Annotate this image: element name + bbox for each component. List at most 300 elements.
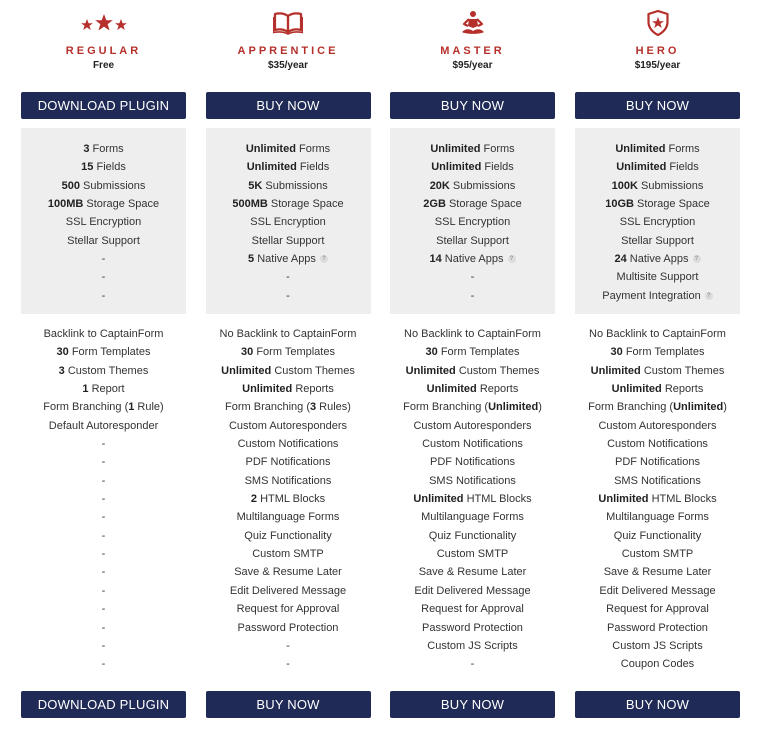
plan-limits-box — [206, 128, 371, 314]
feature-item — [575, 325, 740, 343]
limit-item — [206, 195, 371, 213]
feature-item — [21, 545, 186, 563]
feature-value: 3 — [58, 364, 65, 377]
feature-value: 3 — [310, 401, 317, 414]
feature-label: Custom Notifications — [237, 438, 339, 451]
feature-label: SMS Notifications — [244, 474, 332, 487]
limit-item — [206, 140, 371, 158]
feature-item — [21, 527, 186, 545]
plan-regular — [21, 0, 186, 731]
feature-label: Request for Approval — [236, 603, 340, 616]
feature-label: Password Protection — [237, 621, 339, 634]
feature-value: 100MB — [47, 198, 84, 211]
feature-value: 20K — [429, 179, 450, 192]
feature-label: Native Apps — [441, 253, 504, 266]
feature-label: Report — [88, 383, 125, 396]
buy-now-button[interactable]: BUY NOW — [206, 92, 371, 119]
limit-item — [21, 268, 186, 286]
feature-value: 500 — [61, 179, 80, 192]
feature-item — [390, 582, 555, 600]
plan-master — [390, 0, 555, 731]
feature-label: No Backlink to CaptainForm — [589, 328, 726, 340]
feature-label: - — [470, 289, 475, 302]
feature-item — [390, 325, 555, 343]
feature-label: Custom SMTP — [252, 548, 324, 561]
feature-item — [206, 343, 371, 361]
feature-item — [390, 545, 555, 563]
limit-item — [21, 213, 186, 231]
feature-label: Custom JS Scripts — [612, 639, 703, 652]
limit-item — [390, 140, 555, 158]
feature-label: Storage Space — [267, 198, 344, 211]
feature-label: Coupon Codes — [620, 658, 695, 671]
feature-item — [390, 655, 555, 673]
feature-item — [206, 472, 371, 490]
help-icon[interactable]: ? — [705, 292, 713, 300]
feature-item — [390, 619, 555, 637]
feature-item — [575, 582, 740, 600]
buy-now-button[interactable]: BUY NOW — [575, 92, 740, 119]
feature-label: Submissions — [637, 179, 704, 192]
feature-value: Unlimited — [598, 493, 649, 506]
feature-item — [575, 655, 740, 673]
feature-label: Forms — [480, 143, 515, 155]
limit-item — [21, 287, 186, 305]
feature-item — [206, 637, 371, 655]
feature-label: - — [101, 639, 106, 652]
feature-value: 1 — [128, 401, 135, 414]
limit-item — [575, 213, 740, 231]
feature-item — [390, 600, 555, 618]
feature-value: 30 — [425, 346, 438, 359]
feature-label: Request for Approval — [606, 603, 709, 616]
buy-now-button-bottom[interactable]: BUY NOW — [390, 691, 555, 718]
limit-item — [390, 287, 555, 305]
feature-item — [206, 435, 371, 453]
feature-item — [21, 398, 186, 416]
feature-item — [21, 563, 186, 581]
feature-item — [575, 563, 740, 581]
feature-label: Save & Resume Later — [418, 566, 527, 579]
feature-value: Unlimited — [221, 364, 272, 377]
feature-value: 500MB — [232, 198, 268, 211]
feature-label: SSL Encryption — [65, 216, 142, 229]
feature-label: Password Protection — [607, 621, 708, 634]
feature-label: - — [101, 438, 106, 451]
feature-label: - — [101, 658, 106, 671]
feature-value: 100K — [611, 179, 638, 192]
feature-label: Form Templates — [68, 346, 151, 359]
feature-label: Stellar Support — [621, 234, 694, 247]
limit-item — [206, 268, 371, 286]
feature-label: HTML Blocks — [648, 493, 717, 506]
feature-item — [21, 508, 186, 526]
plan-price: Free — [92, 60, 115, 71]
feature-label: - — [286, 289, 290, 302]
stars-icon — [21, 8, 186, 38]
feature-label: Default Autoresponder — [48, 419, 159, 432]
feature-label: Quiz Functionality — [244, 529, 332, 542]
limit-item — [206, 232, 371, 250]
feature-item — [21, 380, 186, 398]
feature-item — [390, 435, 555, 453]
feature-label: Native Apps — [254, 253, 316, 266]
feature-item — [21, 417, 186, 435]
feature-item — [575, 398, 740, 416]
feature-item — [21, 453, 186, 471]
feature-label: HTML Blocks — [257, 493, 326, 506]
feature-label: SSL Encryption — [434, 216, 511, 229]
feature-value: Unlimited — [616, 161, 667, 174]
download-plugin-button-bottom[interactable]: DOWNLOAD PLUGIN — [21, 691, 186, 718]
feature-item — [575, 435, 740, 453]
limit-item — [206, 177, 371, 195]
feature-label: Custom Autoresponders — [228, 419, 347, 432]
download-plugin-button[interactable]: DOWNLOAD PLUGIN — [21, 92, 186, 119]
feature-item — [390, 362, 555, 380]
feature-label: - — [101, 271, 106, 284]
feature-item — [390, 508, 555, 526]
plan-name: HERO — [635, 45, 680, 57]
limit-item — [206, 158, 371, 176]
feature-value: Unlimited — [426, 383, 477, 396]
feature-label: - — [286, 271, 290, 284]
feature-item — [390, 380, 555, 398]
feature-label: Fields — [481, 161, 514, 174]
feature-label: PDF Notifications — [615, 456, 700, 469]
limit-item — [21, 158, 186, 176]
feature-item — [575, 490, 740, 508]
limit-item — [575, 140, 740, 158]
feature-label: - — [101, 289, 106, 302]
feature-value: Unlimited — [405, 364, 456, 377]
feature-item — [21, 472, 186, 490]
feature-label: Edit Delivered Message — [414, 584, 531, 597]
feature-label: Payment Integration — [602, 289, 701, 302]
pricing-table — [21, 0, 740, 731]
feature-label: ) — [538, 401, 542, 414]
feature-label: Fields — [93, 161, 126, 174]
feature-item — [206, 417, 371, 435]
feature-label: Quiz Functionality — [428, 529, 517, 542]
feature-label: Custom Themes — [64, 364, 149, 377]
feature-item — [206, 508, 371, 526]
limit-item — [390, 268, 555, 286]
feature-item — [206, 527, 371, 545]
feature-label: Multisite Support — [616, 271, 699, 284]
feature-value: 24 — [614, 253, 627, 266]
feature-label: Stellar Support — [251, 234, 325, 247]
feature-value: 30 — [241, 346, 254, 359]
feature-label: - — [101, 548, 106, 561]
feature-label: Submissions — [449, 179, 516, 192]
feature-value: Unlimited — [590, 364, 641, 377]
feature-value: Unlimited — [431, 161, 482, 174]
limit-item — [575, 268, 740, 286]
plan-limits-box — [390, 128, 555, 314]
feature-value: 30 — [56, 346, 69, 359]
feature-label: Custom SMTP — [621, 548, 694, 561]
feature-label: Reports — [661, 383, 704, 396]
feature-label: - — [101, 474, 106, 487]
feature-item — [206, 398, 371, 416]
feature-label: - — [101, 253, 106, 266]
plan-apprentice — [206, 0, 371, 731]
feature-label: - — [101, 493, 106, 506]
feature-label: Custom Autoresponders — [413, 419, 532, 432]
feature-value: 3 — [83, 143, 90, 155]
feature-label: Edit Delivered Message — [229, 584, 347, 597]
feature-value: Unlimited — [430, 143, 481, 155]
feature-value: Unlimited — [242, 383, 293, 396]
feature-label: PDF Notifications — [245, 456, 331, 469]
feature-item — [575, 472, 740, 490]
help-icon[interactable]: ? — [693, 255, 701, 263]
feature-label: Custom Notifications — [607, 438, 708, 451]
help-icon[interactable]: ? — [320, 255, 328, 263]
feature-label: SMS Notifications — [614, 474, 701, 487]
feature-label: Rule) — [134, 401, 164, 414]
feature-label: Submissions — [262, 179, 328, 192]
limit-item — [575, 195, 740, 213]
buy-now-button-bottom[interactable]: BUY NOW — [206, 691, 371, 718]
feature-value: Unlimited — [488, 401, 539, 414]
feature-label: Custom SMTP — [436, 548, 509, 561]
limit-item — [21, 195, 186, 213]
meditation-icon — [390, 8, 555, 38]
feature-label: Storage Space — [83, 198, 160, 211]
feature-label: Password Protection — [422, 621, 523, 634]
feature-label: Rules) — [316, 401, 351, 414]
feature-label: Reports — [476, 383, 519, 396]
feature-label: SSL Encryption — [619, 216, 696, 229]
feature-value: 1 — [82, 383, 89, 396]
limit-item — [390, 195, 555, 213]
feature-item — [575, 453, 740, 471]
feature-item — [206, 619, 371, 637]
feature-item — [390, 563, 555, 581]
feature-value: 30 — [610, 346, 623, 359]
buy-now-button[interactable]: BUY NOW — [390, 92, 555, 119]
limit-item — [575, 232, 740, 250]
feature-label: Edit Delivered Message — [599, 584, 716, 597]
feature-item — [206, 325, 371, 343]
help-icon[interactable]: ? — [508, 255, 516, 263]
feature-value: Unlimited — [246, 161, 297, 174]
limit-item — [575, 250, 740, 268]
feature-item — [21, 655, 186, 673]
feature-item — [390, 637, 555, 655]
limit-item — [390, 177, 555, 195]
limit-item — [21, 140, 186, 158]
feature-label: Form Templates — [253, 346, 335, 359]
feature-label: - — [101, 511, 106, 524]
limit-item — [390, 158, 555, 176]
feature-label: Fields — [666, 161, 699, 174]
plan-price: $95/year — [452, 60, 493, 71]
feature-label: - — [101, 456, 106, 469]
limit-item — [575, 287, 740, 305]
feature-prefix: Form Branching ( — [225, 401, 310, 414]
feature-item — [575, 600, 740, 618]
feature-item — [21, 325, 186, 343]
feature-value: Unlimited — [611, 383, 662, 396]
feature-label: ) — [723, 401, 727, 414]
feature-item — [575, 637, 740, 655]
plan-limits-box — [21, 128, 186, 314]
feature-item — [206, 600, 371, 618]
feature-label: Forms — [665, 143, 700, 155]
limit-item — [390, 232, 555, 250]
feature-label: HTML Blocks — [463, 493, 532, 506]
feature-item — [206, 563, 371, 581]
feature-item — [206, 545, 371, 563]
feature-item — [575, 380, 740, 398]
feature-label: Reports — [292, 383, 334, 396]
feature-item — [390, 417, 555, 435]
feature-label: Custom Themes — [271, 364, 355, 377]
feature-item — [21, 582, 186, 600]
feature-prefix: Form Branching ( — [403, 401, 489, 414]
feature-item — [206, 655, 371, 673]
limit-item — [206, 287, 371, 305]
limit-item — [21, 250, 186, 268]
feature-label: Backlink to CaptainForm — [43, 328, 164, 340]
limit-item — [21, 177, 186, 195]
feature-item — [206, 453, 371, 471]
feature-item — [21, 619, 186, 637]
feature-item — [575, 362, 740, 380]
feature-item — [575, 619, 740, 637]
limit-item — [575, 177, 740, 195]
feature-item — [575, 508, 740, 526]
feature-list — [575, 325, 740, 674]
feature-label: No Backlink to CaptainForm — [404, 328, 541, 340]
feature-label: Custom Notifications — [422, 438, 523, 451]
feature-label: Native Apps — [626, 253, 689, 266]
feature-label: Custom Autoresponders — [598, 419, 717, 432]
feature-item — [21, 637, 186, 655]
feature-label: Form Templates — [622, 346, 705, 359]
feature-label: Multilanguage Forms — [236, 511, 340, 524]
feature-item — [21, 343, 186, 361]
feature-item — [21, 362, 186, 380]
feature-label: Submissions — [79, 179, 146, 192]
feature-label: Multilanguage Forms — [421, 511, 524, 524]
plan-hero — [575, 0, 740, 731]
limit-item — [206, 213, 371, 231]
feature-label: - — [286, 658, 290, 671]
feature-label: Forms — [89, 143, 124, 155]
feature-item — [390, 343, 555, 361]
feature-item — [390, 472, 555, 490]
feature-value: 15 — [81, 161, 94, 174]
limit-item — [575, 158, 740, 176]
feature-item — [390, 527, 555, 545]
feature-item — [575, 417, 740, 435]
plan-name: APPRENTICE — [237, 45, 339, 57]
feature-list — [206, 325, 371, 674]
feature-item — [206, 582, 371, 600]
limit-item — [206, 250, 371, 268]
feature-label: - — [101, 566, 106, 579]
feature-label: Save & Resume Later — [234, 566, 342, 579]
feature-label: Storage Space — [445, 198, 522, 211]
plan-name: MASTER — [440, 45, 505, 57]
feature-label: SSL Encryption — [250, 216, 326, 229]
feature-item — [21, 490, 186, 508]
feature-label: Forms — [295, 143, 331, 155]
feature-label: - — [101, 621, 106, 634]
feature-label: Stellar Support — [67, 234, 140, 247]
feature-label: PDF Notifications — [430, 456, 515, 469]
plan-price: $35/year — [267, 60, 309, 71]
feature-item — [390, 453, 555, 471]
plan-limits-box — [575, 128, 740, 314]
feature-label: Custom Themes — [640, 364, 725, 377]
feature-value: 2 — [250, 493, 258, 506]
feature-label: Storage Space — [633, 198, 710, 211]
buy-now-button-bottom[interactable]: BUY NOW — [575, 691, 740, 718]
feature-label: Custom Themes — [455, 364, 540, 377]
feature-label: - — [101, 529, 106, 542]
feature-label: Stellar Support — [436, 234, 509, 247]
feature-label: Multilanguage Forms — [606, 511, 709, 524]
book-icon — [206, 8, 371, 38]
feature-label: Fields — [296, 161, 330, 174]
plan-name: REGULAR — [65, 45, 142, 57]
feature-value: 10GB — [605, 198, 634, 211]
feature-value: 2GB — [423, 198, 446, 211]
feature-label: - — [101, 603, 106, 616]
feature-item — [575, 343, 740, 361]
feature-label: - — [101, 584, 106, 597]
feature-list — [390, 325, 555, 674]
limit-item — [21, 232, 186, 250]
feature-label: - — [470, 271, 475, 284]
feature-item — [575, 527, 740, 545]
feature-value: Unlimited — [413, 493, 464, 506]
feature-label: SMS Notifications — [429, 474, 516, 487]
feature-item — [390, 398, 555, 416]
feature-value: Unlimited — [615, 143, 666, 155]
limit-item — [390, 250, 555, 268]
feature-label: Form Templates — [437, 346, 520, 359]
feature-label: - — [470, 658, 475, 671]
feature-label: No Backlink to CaptainForm — [219, 328, 357, 340]
feature-value: 5K — [248, 179, 263, 192]
feature-item — [206, 380, 371, 398]
feature-label: Custom JS Scripts — [427, 639, 518, 652]
feature-value: 14 — [429, 253, 442, 266]
plan-price: $195/year — [634, 60, 681, 71]
shield-star-icon — [575, 8, 740, 38]
feature-prefix: Form Branching ( — [588, 401, 674, 414]
limit-item — [390, 213, 555, 231]
feature-label: Request for Approval — [421, 603, 524, 616]
feature-item — [390, 490, 555, 508]
feature-label: - — [286, 639, 290, 652]
feature-item — [206, 490, 371, 508]
feature-item — [21, 435, 186, 453]
feature-item — [21, 600, 186, 618]
feature-label: Save & Resume Later — [603, 566, 712, 579]
feature-item — [206, 362, 371, 380]
feature-value: Unlimited — [673, 401, 724, 414]
feature-prefix: Form Branching ( — [43, 401, 129, 414]
feature-value: 5 — [248, 253, 255, 266]
feature-list — [21, 325, 186, 674]
